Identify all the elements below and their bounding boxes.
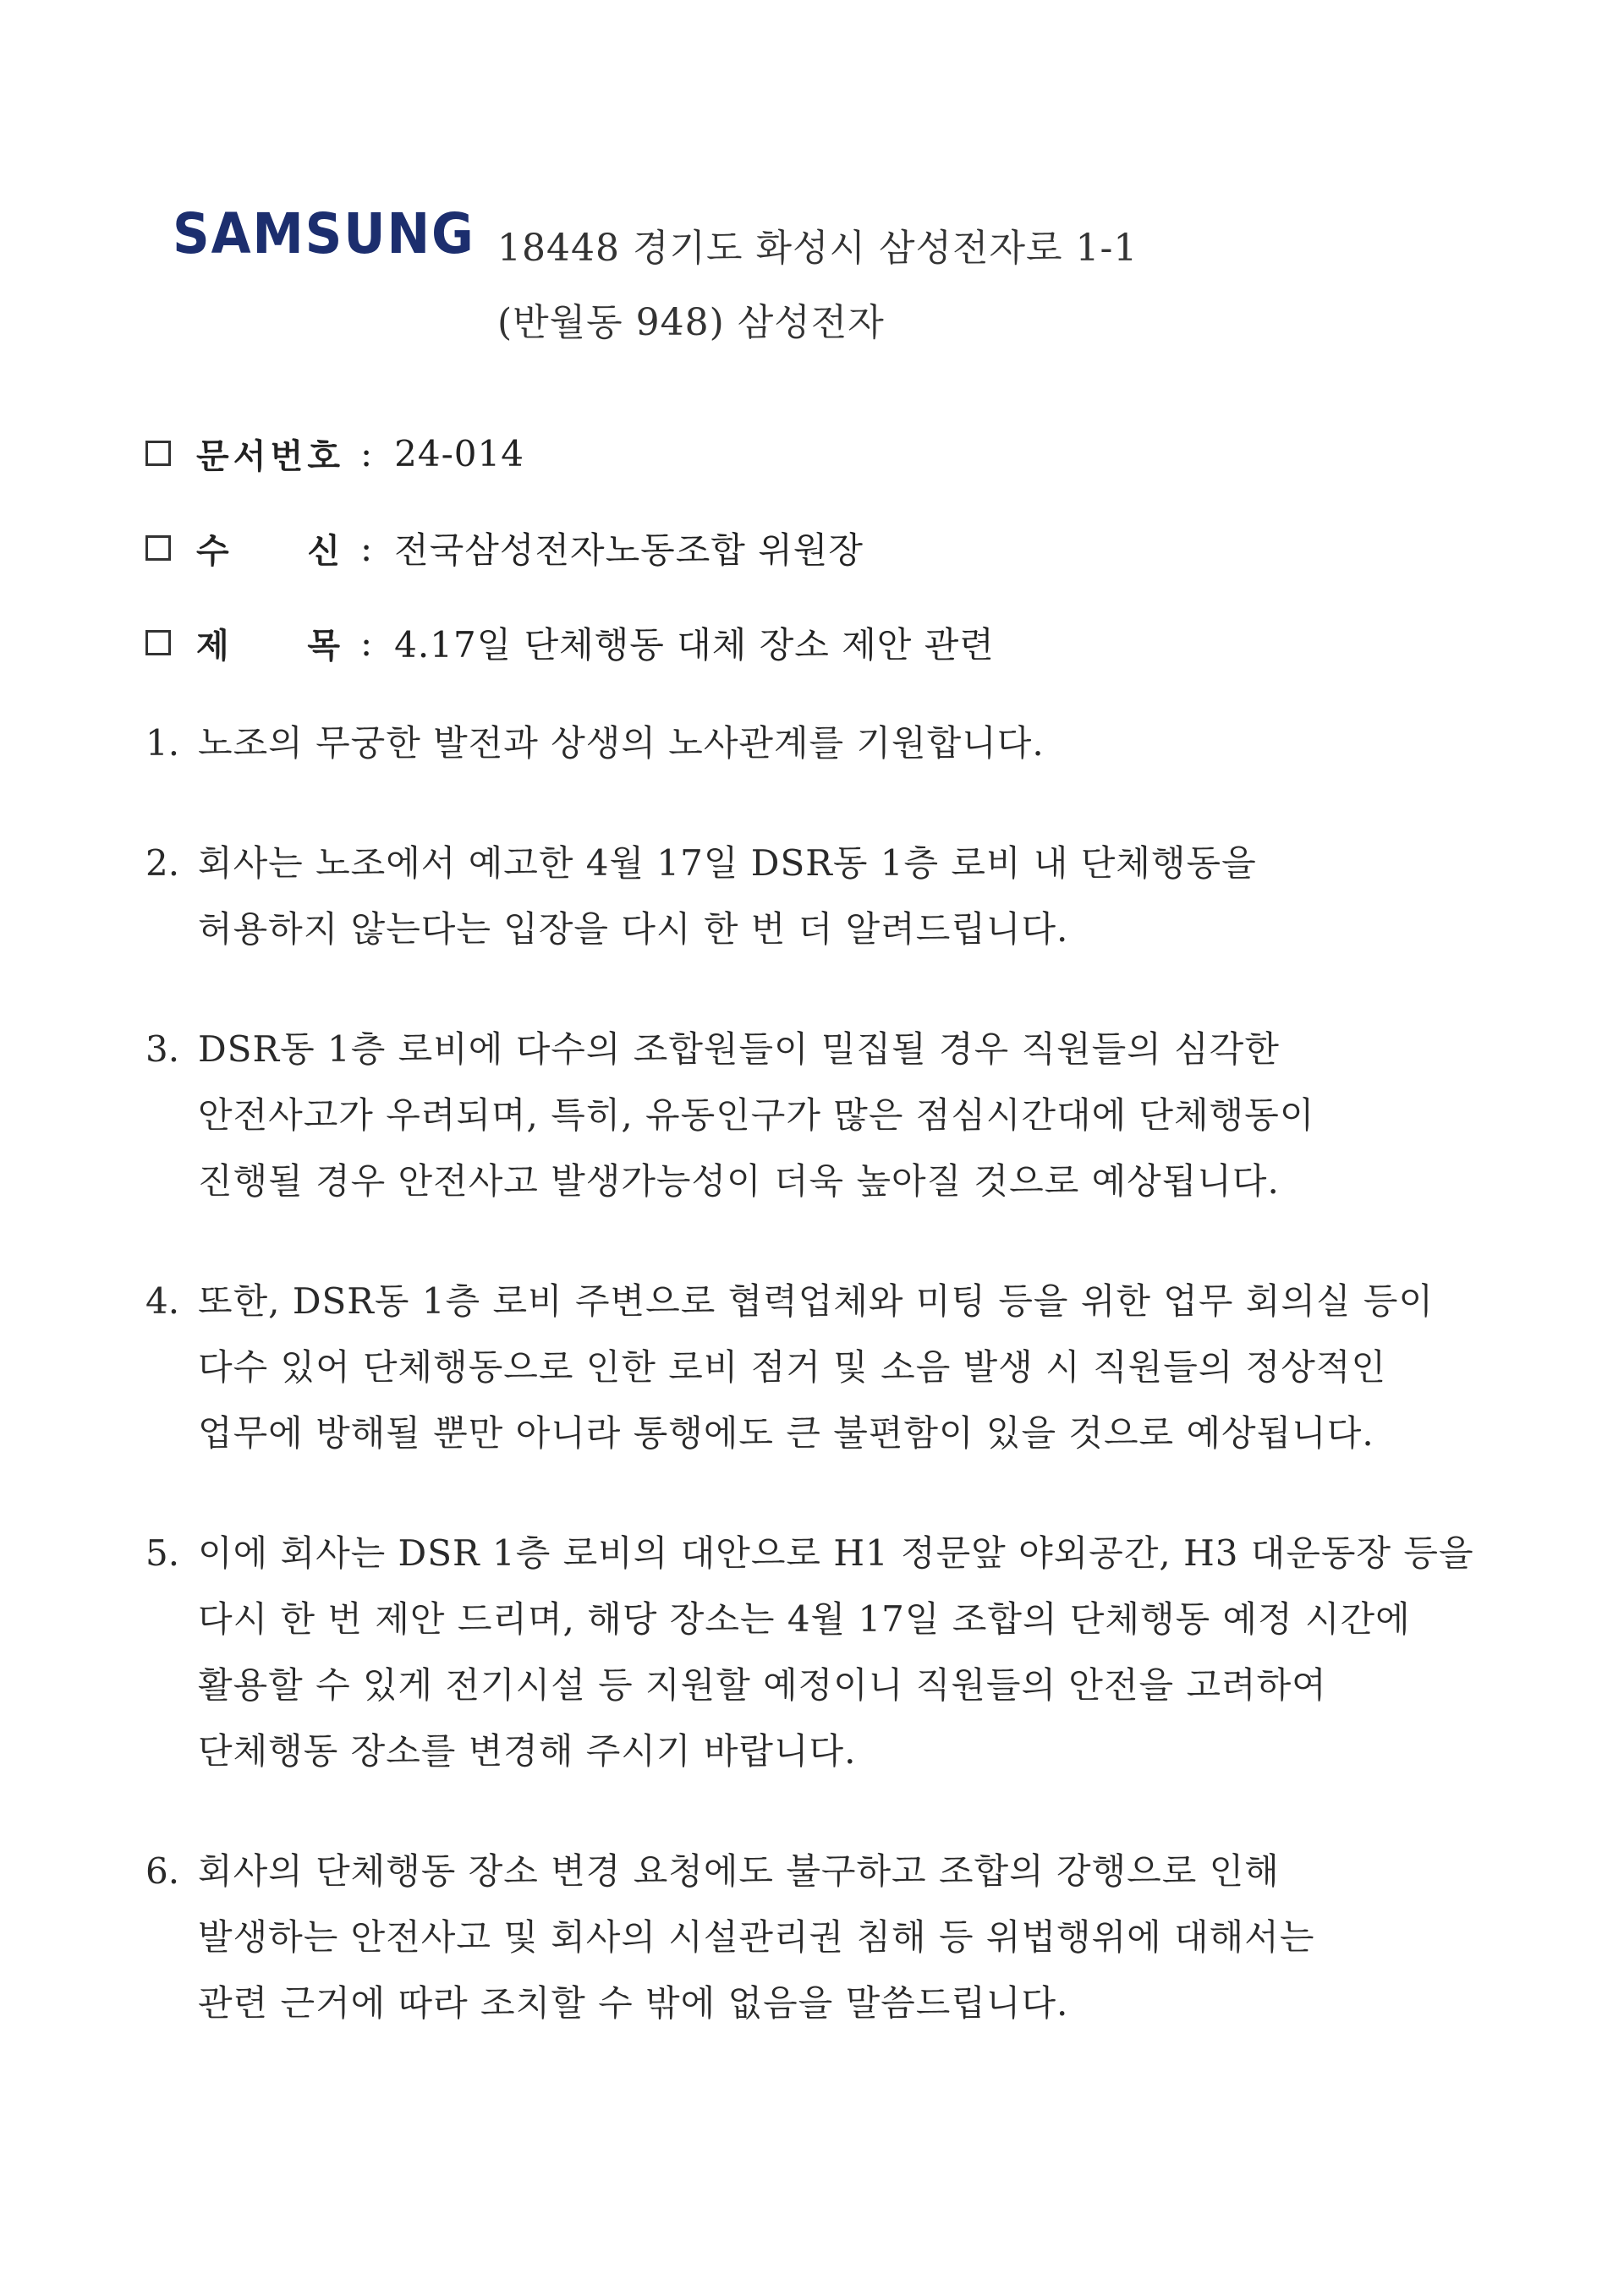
document-body bbox=[145, 710, 1474, 2091]
paragraph bbox=[145, 710, 1465, 776]
paragraph-line: 다시 한 번 제안 드리며, 해당 장소는 4월 17일 조합의 단체행동 예정 시간에 bbox=[198, 1598, 1411, 1640]
checkbox-icon bbox=[145, 535, 171, 561]
paragraph-line: 활용할 수 있게 전기시설 등 지원할 예정이니 직원들의 안전을 고려하여 bbox=[198, 1664, 1327, 1706]
recipient-value: 전국삼성전자노동조합 위원장 bbox=[394, 529, 864, 571]
paragraph-line: 노조의 무궁한 발전과 상생의 노사관계를 기원합니다. bbox=[198, 722, 1045, 764]
label-char: 수 bbox=[196, 531, 229, 571]
samsung-logo: SAMSUNG bbox=[173, 201, 475, 266]
recipient-label bbox=[196, 524, 340, 573]
doc-number-value: 24-014 bbox=[394, 432, 524, 474]
paragraph-line: 또한, DSR동 1층 로비 주변으로 협력업체와 미팅 등을 위한 업무 회의실 등이 bbox=[198, 1280, 1435, 1322]
paragraph-line: 업무에 방해될 뿐만 아니라 통행에도 큰 불편함이 있을 것으로 예상됩니다. bbox=[198, 1412, 1374, 1454]
label-char: 목 bbox=[307, 626, 340, 666]
paragraph-line: 허용하지 않는다는 입장을 다시 한 번 더 알려드립니다. bbox=[198, 908, 1069, 950]
paragraph bbox=[145, 1521, 1474, 1784]
company-address bbox=[497, 211, 1138, 360]
paragraph-number: 1. bbox=[145, 722, 180, 764]
paragraph-line: DSR동 1층 로비에 다수의 조합원들이 밀집될 경우 직원들의 심각한 bbox=[198, 1028, 1280, 1070]
checkbox-icon bbox=[145, 441, 171, 466]
label-char: 번 bbox=[270, 436, 304, 476]
address-line-1: 18448 경기도 화성시 삼성전자로 1-1 bbox=[497, 227, 1138, 270]
paragraph-number: 2. bbox=[145, 842, 180, 884]
address-line-2: (반월동 948) 삼성전자 bbox=[497, 301, 885, 344]
subject-label bbox=[196, 619, 340, 667]
label-char: 문 bbox=[196, 436, 229, 476]
label-char: 제 bbox=[196, 626, 229, 666]
subject-value: 4.17일 단체행동 대체 장소 제안 관련 bbox=[394, 624, 995, 666]
subject-row bbox=[145, 595, 995, 690]
paragraph-line: 관련 근거에 따라 조치할 수 밖에 없음을 말씀드립니다. bbox=[198, 1982, 1069, 2024]
paragraph-line: 단체행동 장소를 변경해 주시기 바랍니다. bbox=[198, 1730, 857, 1772]
paragraph-number: 3. bbox=[145, 1028, 180, 1070]
doc-number-label bbox=[196, 430, 340, 478]
paragraph bbox=[145, 1016, 1465, 1214]
doc-number-row bbox=[145, 406, 995, 501]
label-colon: : bbox=[360, 622, 373, 664]
paragraph-line: 진행될 경우 안전사고 발생가능성이 더욱 높아질 것으로 예상됩니다. bbox=[198, 1160, 1280, 1202]
paragraph-line: 이에 회사는 DSR 1층 로비의 대안으로 H1 정문앞 야외공간, H3 대운동장 등을 bbox=[198, 1532, 1474, 1574]
paragraph-line: 회사의 단체행동 장소 변경 요청에도 불구하고 조합의 강행으로 인해 bbox=[198, 1850, 1280, 1892]
paragraph bbox=[145, 1269, 1465, 1466]
recipient-row bbox=[145, 501, 995, 595]
paragraph bbox=[145, 830, 1465, 962]
paragraph bbox=[145, 1838, 1465, 2036]
label-colon: : bbox=[360, 527, 373, 569]
paragraph-line: 안전사고가 우려되며, 특히, 유동인구가 많은 점심시간대에 단체행동이 bbox=[198, 1094, 1315, 1136]
label-colon: : bbox=[360, 432, 373, 474]
label-char: 신 bbox=[307, 531, 340, 571]
paragraph-number: 6. bbox=[145, 1850, 180, 1892]
label-char: 서 bbox=[233, 436, 266, 476]
paragraph-line: 다수 있어 단체행동으로 인한 로비 점거 및 소음 발생 시 직원들의 정상적인 bbox=[198, 1346, 1387, 1388]
document-meta bbox=[145, 406, 995, 690]
checkbox-icon bbox=[145, 630, 171, 655]
paragraph-line: 발생하는 안전사고 및 회사의 시설관리권 침해 등 위법행위에 대해서는 bbox=[198, 1916, 1315, 1958]
paragraph-number: 5. bbox=[145, 1532, 180, 1574]
paragraph-line: 회사는 노조에서 예고한 4월 17일 DSR동 1층 로비 내 단체행동을 bbox=[198, 842, 1257, 884]
label-char: 호 bbox=[307, 436, 340, 476]
paragraph-number: 4. bbox=[145, 1280, 180, 1322]
